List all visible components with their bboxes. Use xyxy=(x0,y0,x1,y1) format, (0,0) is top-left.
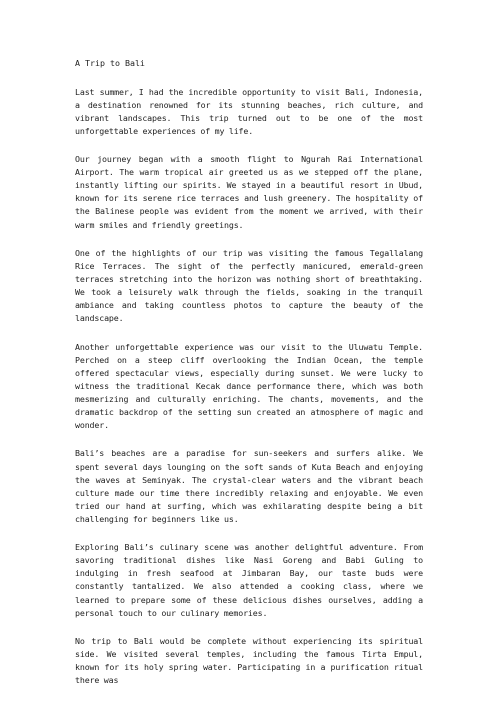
document-page xyxy=(75,57,423,702)
paragraph-1: Last summer, I had the incredible opportunity to visit Bali, Indonesia, a destination renowned for its stunning beaches, rich culture, and vibrant landscapes. This trip turned out to be one of the most unforgettable experiences of my life. xyxy=(75,86,423,136)
paragraph-4: Another unforgettable experience was our visit to the Uluwatu Temple. Perched on a steep cliff overlooking the Indian Ocean, the temple offered spectacular views, especially during sunset. We were lucky to witness the traditional Kecak dance performance there, which was both mesmerizing and culturally enriching. The chants, movements, and the dramatic backdrop of the setting sun created an atmosphere of magic and wonder. xyxy=(75,341,423,431)
paragraph-7: No trip to Bali would be complete without experiencing its spiritual side. We visited several temples, including the famous Tirta Empul, known for its holy spring water. Participating in a purification ritual there was xyxy=(75,635,423,686)
paragraph-6: Exploring Bali’s culinary scene was another delightful adventure. From savoring traditional dishes like Nasi Goreng and Babi Guling to indulging in fresh seafood at Jimbaran Bay, our taste buds were constantly tantalized. We also attended a cooking class, where we learned to prepare some of these delicious dishes ourselves, adding a personal touch to our culinary memories. xyxy=(75,542,423,618)
paragraph-3: One of the highlights of our trip was visiting the famous Tegallalang Rice Terraces. The sight of the perfectly manicured, emerald-green terraces stretching into the horizon was nothing short of breathtaking. We took a leisurely walk through the fields, soaking in the tranquil ambiance and taking countless photos to capture the beauty of the landscape. xyxy=(75,247,423,324)
paragraph-2: Our journey began with a smooth flight to Ngurah Rai International Airport. The warm tropical air greeted us as we stepped off the plane, instantly lifting our spirits. We stayed in a beautiful resort in Ubud, known for its serene rice terraces and lush greenery. The hospitality of the Balinese people was evident from the moment we arrived, with their warm smiles and friendly greetings. xyxy=(75,154,423,230)
document-title: A Trip to Bali xyxy=(75,58,145,68)
paragraph-5: Bali’s beaches are a paradise for sun-seekers and surfers alike. We spent several days lounging on the soft sands of Kuta Beach and enjoying the waves at Seminyak. The crystal-clear waters and the vibrant beach culture made our time there incredibly relaxing and enjoyable. We even tried our hand at surfing, which was exhilarating despite being a bit challenging for beginners like us. xyxy=(75,448,423,524)
